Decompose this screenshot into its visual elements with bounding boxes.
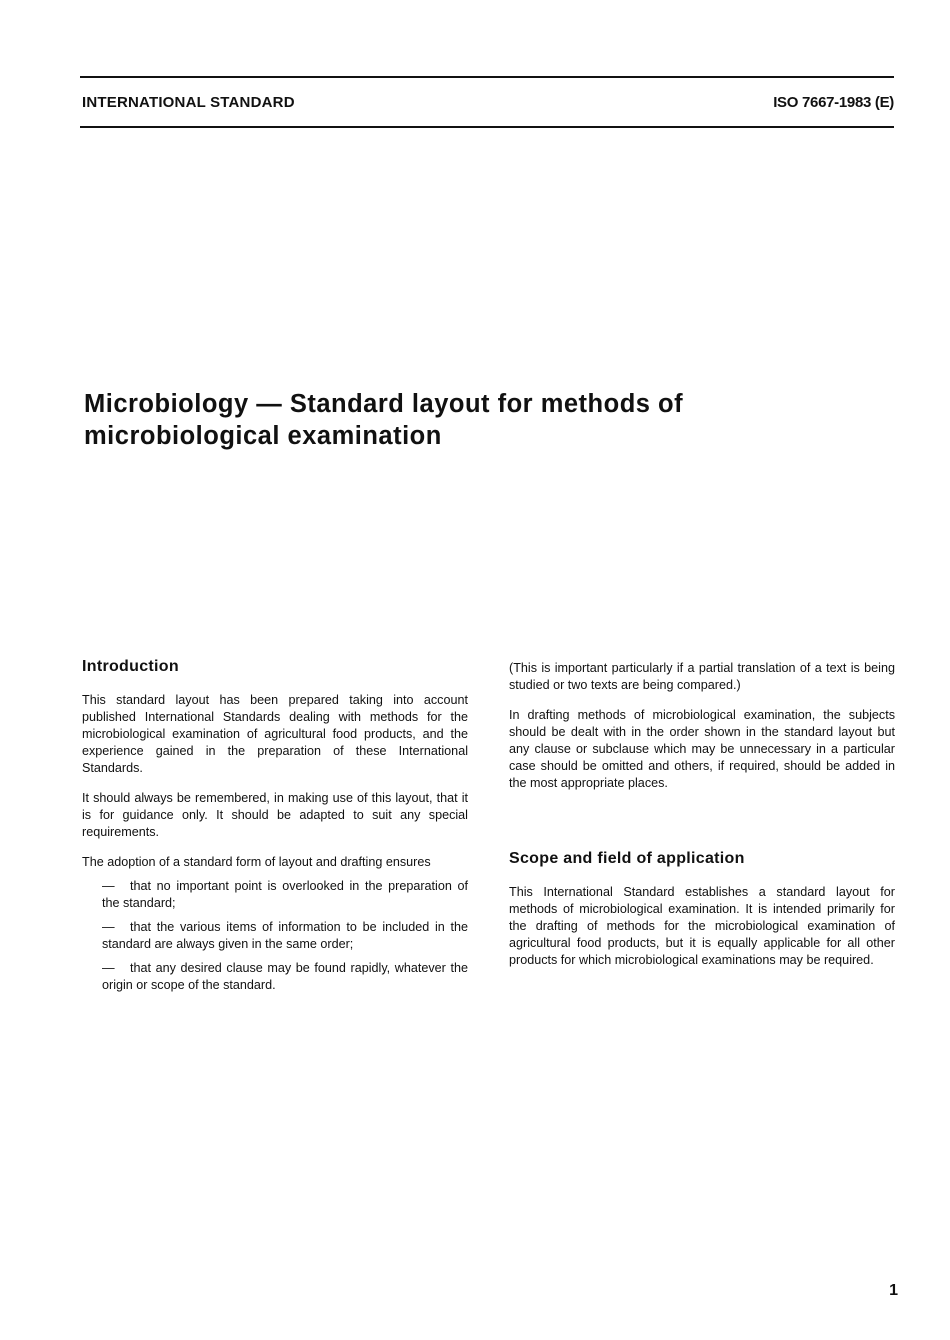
list-item (102, 919, 468, 953)
list-item-text: that any desired clause may be found rapidly, whatever the origin or scope of the standard. (102, 961, 468, 992)
list-item-text: that the various items of information to be included in the standard are always given in the same order; (102, 920, 468, 951)
document-type-label: INTERNATIONAL STANDARD (82, 94, 295, 111)
left-column (82, 656, 468, 1001)
list-item (102, 878, 468, 912)
header-top-rule (80, 76, 894, 78)
introduction-paragraph-1: This standard layout has been prepared taking into account published International Standards dealing with methods for the microbiological examination of agricultural food products, and the experience gained in the preparation of these International Standards. (82, 693, 468, 775)
introduction-heading: Introduction (82, 658, 179, 675)
right-column (509, 660, 895, 982)
list-item-text: that no important point is overlooked in the preparation of the standard; (102, 879, 468, 910)
list-dash: — (102, 961, 115, 975)
list-item (102, 960, 468, 994)
document-title (84, 388, 844, 452)
page-number: 1 (889, 1282, 898, 1299)
adoption-benefits-list (82, 878, 468, 994)
list-dash: — (102, 920, 115, 934)
title-line-2: microbiological examination (84, 422, 442, 450)
scope-paragraph: This International Standard establishes a standard layout for methods of microbiological examination. It is intended primarily for the drafting of methods for the microbiological examination of agricultural food products, but it is equally applicable for all other products for which microbiological examinations may be required. (509, 885, 895, 967)
standard-number: ISO 7667-1983 (E) (773, 94, 894, 111)
introduction-continuation-2: In drafting methods of microbiological examination, the subjects should be dealt with in the order shown in the standard layout but any clause or subclause which may be unnecessary in a particular case should be omitted and others, if required, should be added in the most appropriate places. (509, 708, 895, 790)
scope-heading: Scope and field of application (509, 850, 745, 867)
introduction-paragraph-2: It should always be remembered, in making use of this layout, that it is for guidance only. It should be adapted to suit any special requirements. (82, 791, 468, 839)
introduction-continuation-1: (This is important particularly if a partial translation of a text is being studied or two texts are being compared.) (509, 661, 895, 692)
list-dash: — (102, 879, 115, 893)
header-bottom-rule (80, 126, 894, 128)
title-line-1: Microbiology — Standard layout for methods of (84, 390, 684, 418)
introduction-paragraph-3: The adoption of a standard form of layout and drafting ensures (82, 855, 431, 869)
